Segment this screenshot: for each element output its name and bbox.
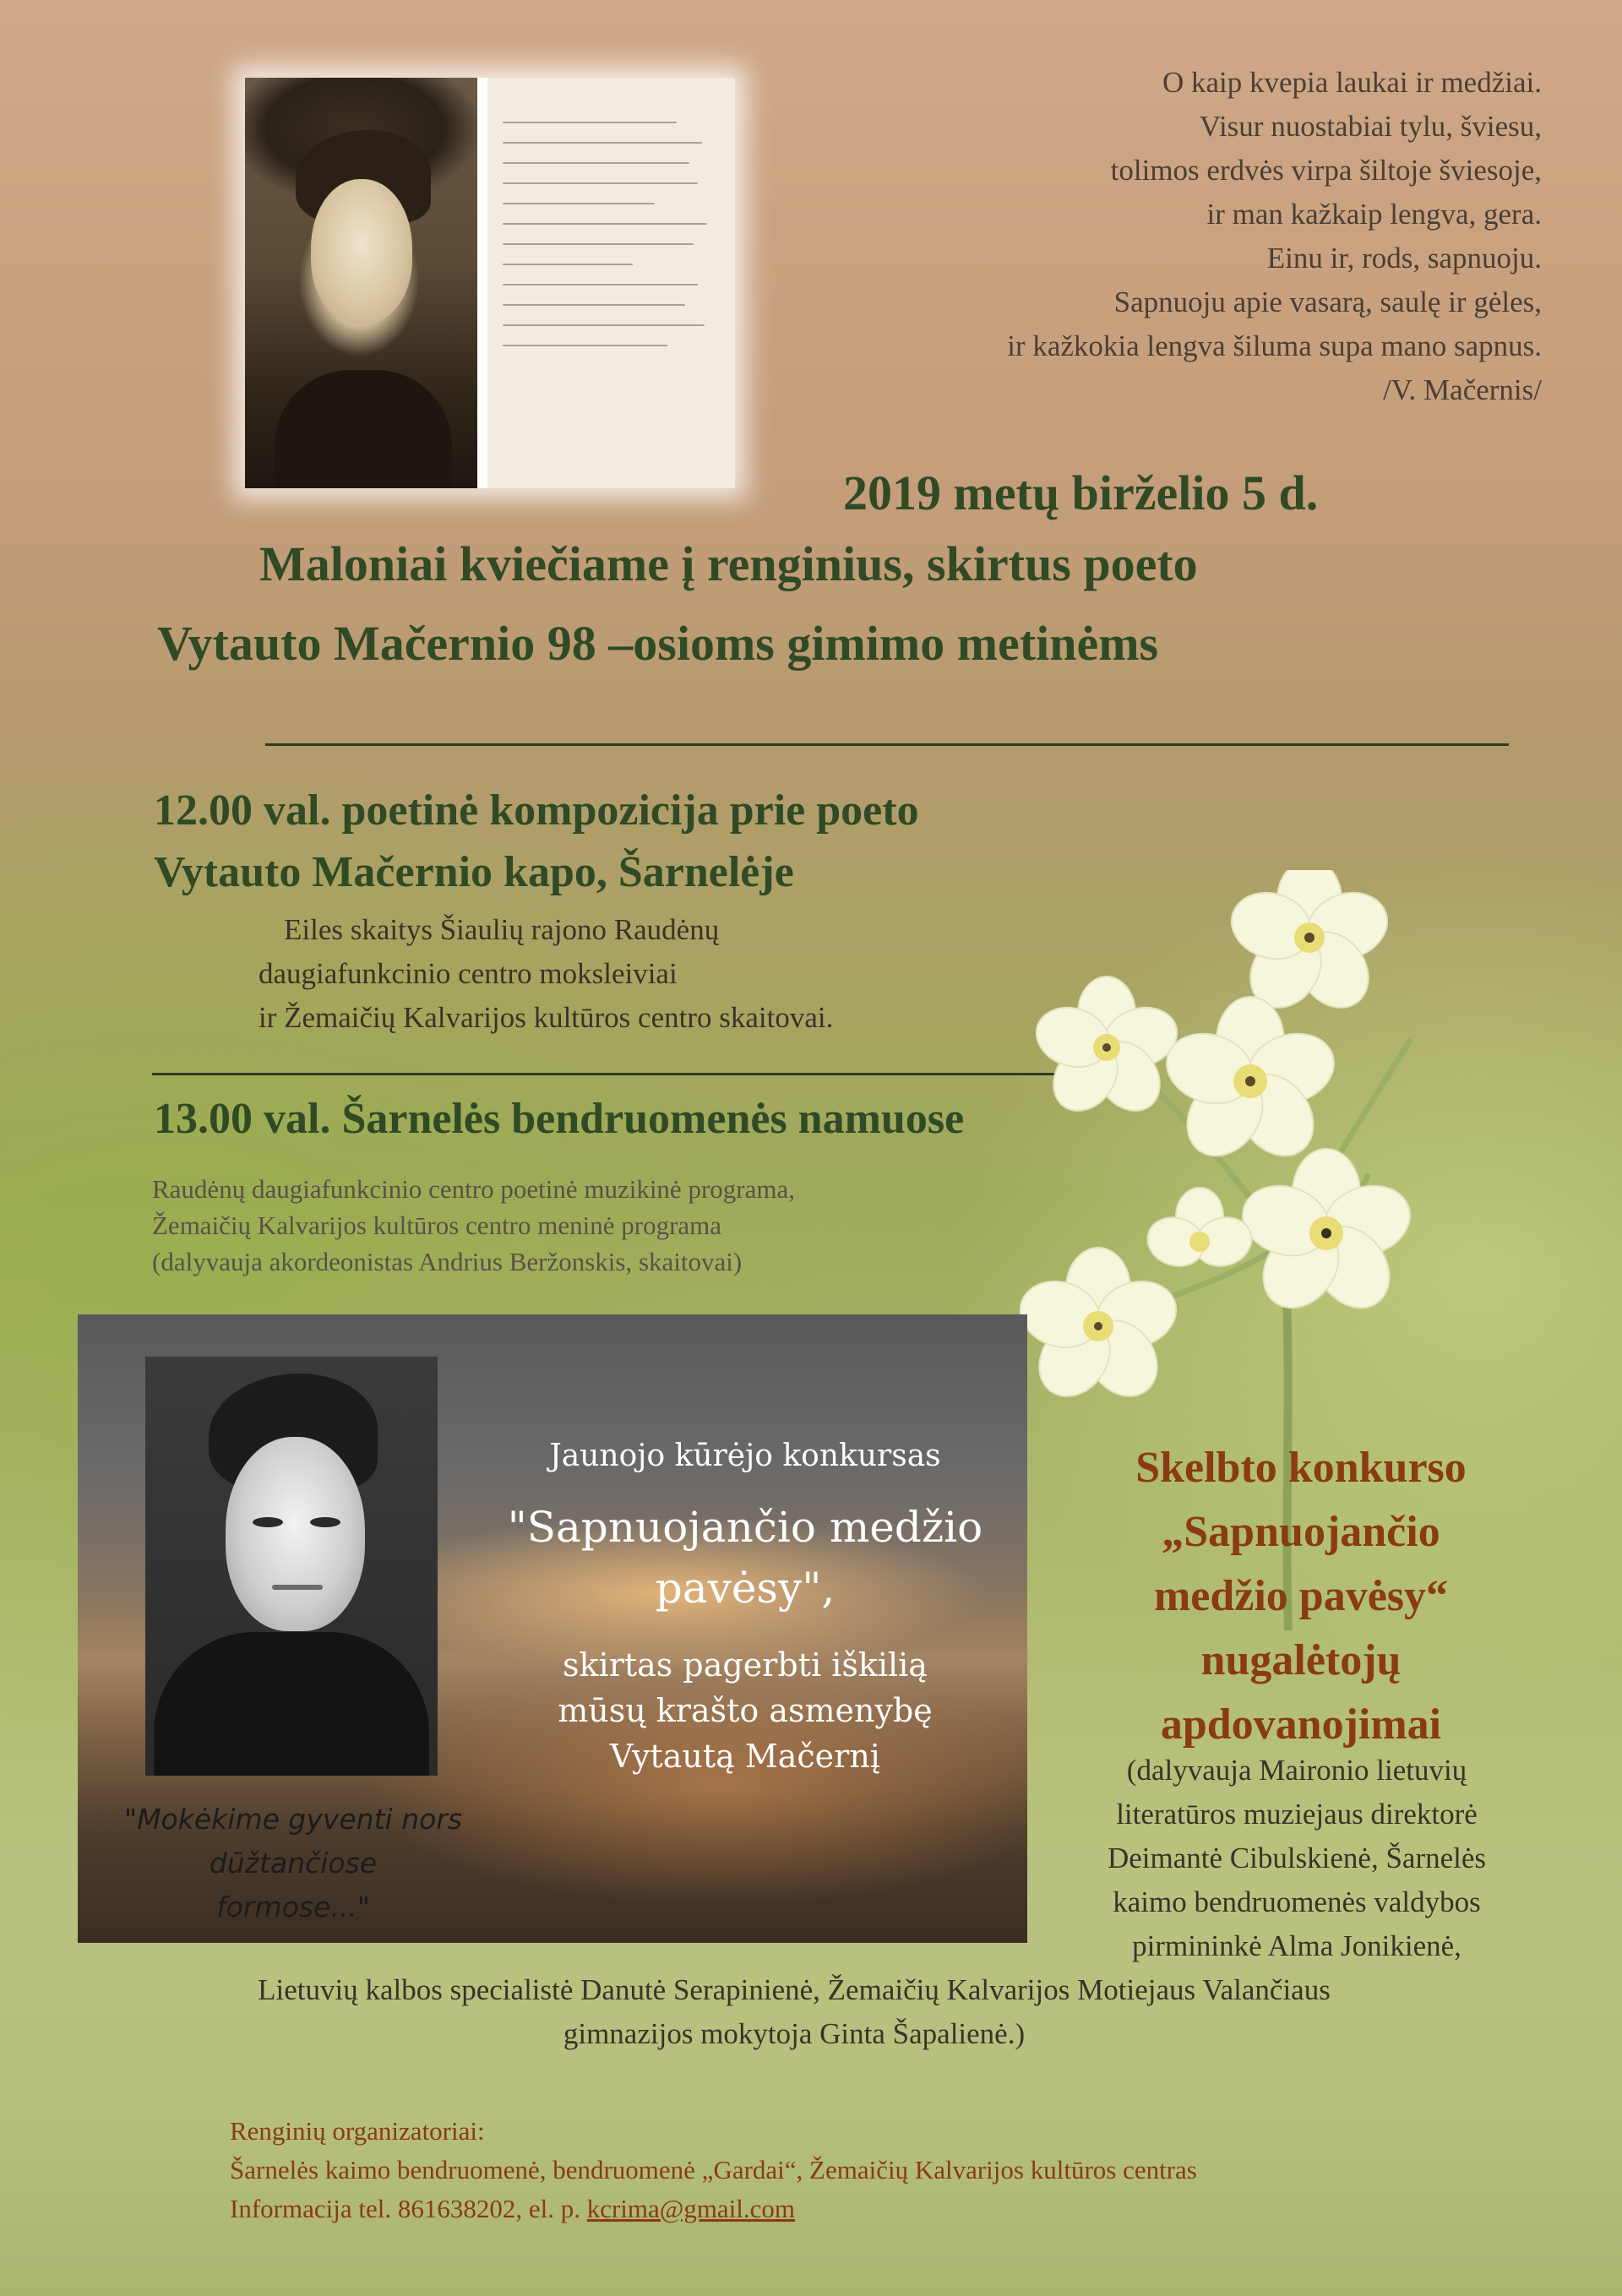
organizers <box>230 2112 1197 2228</box>
contact-info <box>230 2190 1197 2228</box>
banner-title-line2: pavėsy", <box>655 1564 835 1613</box>
awards-desc-line: pirmininkė Alma Jonikienė, <box>1132 1929 1461 1962</box>
awards-desc-line: gimnazijos mokytoja Ginta Šapalienė.) <box>563 2017 1026 2050</box>
event2-title: 13.00 val. Šarnelės bendruomenės namuose <box>154 1095 965 1143</box>
event2-desc-line: Žemaičių Kalvarijos kultūros centro meninė programa <box>152 1211 722 1240</box>
banner-subtitle: Jaunojo kūrėjo konkursas <box>549 1439 941 1473</box>
quote-line: "Mokėkime gyventi nors <box>123 1803 463 1836</box>
awards-desc-line: Lietuvių kalbos specialistė Danutė Serapinienė, Žemaičių Kalvarijos Motiejaus Valančiaus <box>258 1973 1331 2006</box>
event1-desc-line: ir Žemaičių Kalvarijos kultūros centro skaitovai. <box>259 1001 834 1034</box>
poem-line: ir man kažkaip lengva, gera. <box>1206 198 1542 231</box>
banner-line: mūsų krašto asmenybę <box>558 1692 933 1729</box>
awards-title-line: Skelbto konkurso <box>1135 1444 1467 1492</box>
poem-line: Sapnuoju apie vasarą, saulę ir gėles, <box>1113 286 1542 318</box>
email-link[interactable]: kcrima@gmail.com <box>586 2194 796 2223</box>
poem-line: O kaip kvepia laukai ir medžiai. <box>1162 66 1542 99</box>
event1-desc-line: Eiles skaitys Šiaulių rajono Raudėnų <box>284 913 720 946</box>
event2-desc-line: Raudėnų daugiafunkcinio centro poetinė muzikinė programa, <box>152 1174 795 1204</box>
awards-title-line: „Sapnuojančio <box>1162 1508 1440 1556</box>
event-date: 2019 metų birželio 5 d. <box>843 465 1319 520</box>
event1-desc-line: daugiafunkcinio centro moksleiviai <box>259 957 678 990</box>
organizers-names: Šarnelės kaimo bendruomenė, bendruomenė „Gardai“, Žemaičių Kalvarijos kultūros centras <box>230 2155 1197 2184</box>
awards-title-line: apdovanojimai <box>1160 1700 1442 1749</box>
awards-title-line: nugalėtojų <box>1200 1636 1402 1684</box>
event1-description <box>259 908 833 1040</box>
poem-line: Visur nuostabiai tylu, šviesu, <box>1199 110 1542 143</box>
awards-description <box>1005 1749 1588 1968</box>
poem-line: ir kažkokia lengva šiluma supa mano sapnus. <box>1007 329 1542 362</box>
awards-description-continued <box>84 1968 1504 2056</box>
awards-title-line: medžio pavėsy“ <box>1153 1572 1449 1620</box>
top-photo <box>245 78 735 488</box>
poem-line: Einu ir, rods, sapnuoju. <box>1266 242 1542 275</box>
event1-title-line1: 12.00 val. poetinė kompozicija prie poeto <box>154 786 919 835</box>
awards-desc-line: literatūros muziejaus direktorė <box>1116 1798 1478 1831</box>
banner-title-line1: "Sapnuojančio medžio <box>507 1503 983 1552</box>
manuscript-image <box>477 78 735 488</box>
poem <box>760 61 1542 412</box>
banner-line: skirtas pagerbti iškilią <box>563 1646 928 1684</box>
divider <box>152 1073 1071 1075</box>
contact-prefix: Informacija tel. 861638202, el. p. <box>230 2194 587 2223</box>
poem-line: tolimos erdvės virpa šiltoje šviesoje, <box>1110 154 1542 187</box>
banner-text <box>454 1433 1027 1779</box>
poem-author: /V. Mačernis/ <box>1383 373 1542 406</box>
event2-desc-line: (dalyvauja akordeonistas Andrius Beržonskis, skaitovai) <box>152 1247 743 1276</box>
organizers-label: Renginių organizatoriai: <box>230 2116 485 2146</box>
competition-banner <box>78 1314 1027 1943</box>
divider <box>265 743 1509 746</box>
awards-title <box>1048 1436 1554 1757</box>
invitation-heading-line2: Vytauto Mačernio 98 –osioms gimimo metinėms <box>157 616 1159 671</box>
awards-desc-line: Deimantė Cibulskienė, Šarnelės <box>1107 1842 1487 1874</box>
portrait-photo-bw <box>145 1357 438 1776</box>
banner-line: Vytautą Mačernį <box>610 1738 880 1775</box>
awards-desc-line: (dalyvauja Maironio lietuvių <box>1126 1754 1467 1787</box>
event1-title-line2: Vytauto Mačernio kapo, Šarnelėje <box>154 848 794 896</box>
quote-line: dūžtančiose <box>209 1847 378 1880</box>
quote-line: formose..." <box>216 1891 370 1923</box>
portrait-photo <box>245 78 477 488</box>
invitation-heading-line1: Maloniai kviečiame į renginius, skirtus poeto <box>259 536 1198 591</box>
event2-description <box>152 1171 795 1280</box>
awards-desc-line: kaimo bendruomenės valdybos <box>1113 1885 1481 1918</box>
banner-quote <box>95 1798 492 1929</box>
